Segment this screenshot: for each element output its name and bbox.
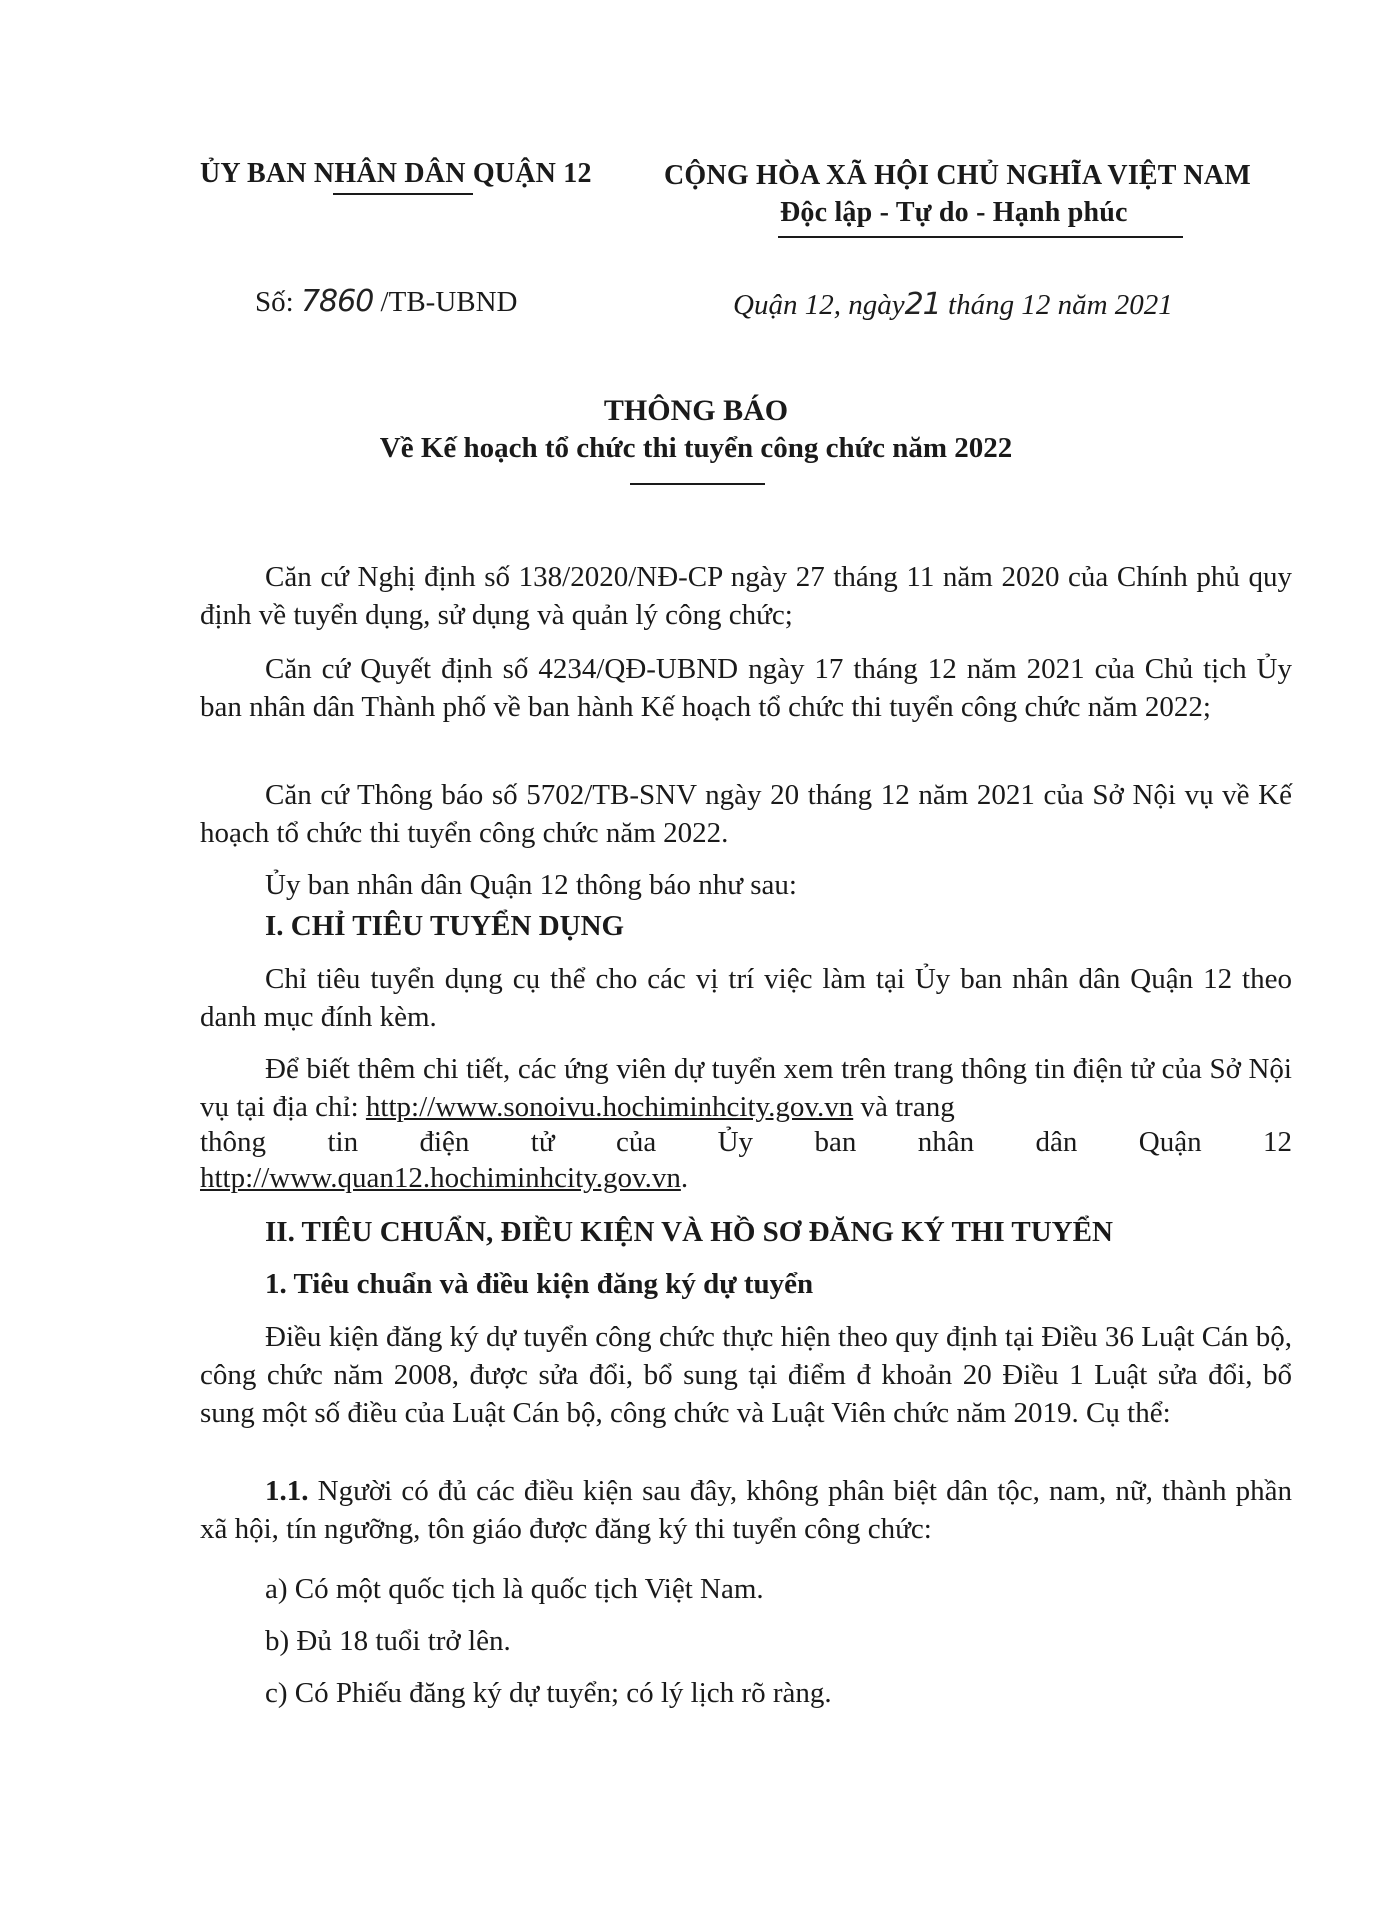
item-1-1-label: 1.1. (265, 1475, 309, 1507)
date-prefix: Quận 12, ngày (733, 289, 905, 321)
document-number-suffix: /TB-UBND (380, 286, 518, 318)
preamble-decree: Căn cứ Nghị định số 138/2020/NĐ-CP ngày 27 tháng 11 năm 2020 của Chính phủ quy định về tuyển dụng, sử dụng và quản lý công chức; (200, 561, 1292, 631)
preamble-announcement: Ủy ban nhân dân Quận 12 thông báo như sau: (265, 869, 797, 901)
preamble-decision: Căn cứ Quyết định số 4234/QĐ-UBND ngày 17 tháng 12 năm 2021 của Chủ tịch Ủy ban nhân dân Thành phố về ban hành Kế hoạch tổ chức thi tuyển công chức năm 2022; (200, 653, 1292, 723)
section-1-paragraph-2-continuation: và trang (853, 1091, 955, 1123)
preamble-notice: Căn cứ Thông báo số 5702/TB-SNV ngày 20 tháng 12 năm 2021 của Sở Nội vụ về Kế hoạch tổ chức thi tuyển công chức năm 2022. (200, 779, 1292, 849)
section-1-heading: I. CHỈ TIÊU TUYỂN DỤNG (265, 910, 625, 942)
quan12-link-line (200, 1162, 688, 1195)
quan12-link[interactable]: http://www.quan12.hochiminhcity.gov.vn (200, 1162, 681, 1194)
section-2-item-1-1 (200, 1472, 1292, 1548)
section-1-paragraph-2 (200, 1050, 1292, 1128)
spaced-word: tin (327, 1126, 359, 1158)
republic-name: CỘNG HÒA XÃ HỘI CHỦ NGHĨA VIỆT NAM (664, 160, 1251, 191)
document-number-prefix: Số: (255, 286, 294, 318)
issuer-underline (333, 193, 473, 195)
document-title: THÔNG BÁO (603, 394, 789, 427)
spaced-word: Quận (1138, 1126, 1202, 1158)
document-date (733, 287, 1173, 322)
link-line-end: . (680, 1162, 689, 1194)
spaced-word: của (615, 1126, 657, 1158)
handwritten-document-number: 7860 (300, 284, 374, 319)
spaced-word: ban (814, 1126, 857, 1158)
spaced-word: nhân (917, 1126, 975, 1158)
handwritten-day: 21 (904, 287, 941, 322)
list-item-b: b) Đủ 18 tuổi trở lên. (265, 1625, 511, 1657)
section-2-paragraph-1: Điều kiện đăng ký dự tuyển công chức thực hiện theo quy định tại Điều 36 Luật Cán bộ, công chức năm 2008, được sửa đổi, bổ sung tại điểm đ khoản 20 Điều 1 Luật sửa đổi, bổ sung một số điều của Luật Cán bộ, công chức và Luật Viên chức năm 2019. Cụ thể: (200, 1321, 1292, 1429)
spaced-word: điện (419, 1126, 470, 1158)
item-1-1-text: Người có đủ các điều kiện sau đây, không phân biệt dân tộc, nam, nữ, thành phần xã hội, tín ngưỡng, tôn giáo được đăng ký thi tuyển công chức: (200, 1475, 1292, 1545)
section-1-paragraph-2-text: Để biết thêm chi tiết, các ứng viên dự tuyển xem trên trang thông tin điện tử của Sở Nội vụ tại địa chỉ: (200, 1053, 1292, 1123)
motto-underline (778, 236, 1183, 238)
date-suffix: tháng 12 năm 2021 (940, 289, 1173, 321)
document-number (255, 284, 518, 319)
section-2-subheading: 1. Tiêu chuẩn và điều kiện đăng ký dự tuyển (265, 1268, 814, 1300)
spaced-word: thông (200, 1126, 267, 1158)
list-item-c: c) Có Phiếu đăng ký dự tuyển; có lý lịch rõ ràng. (265, 1677, 832, 1709)
spaced-word: tử (530, 1126, 555, 1158)
document-subtitle: Về Kế hoạch tổ chức thi tuyển công chức năm 2022 (379, 432, 1013, 464)
spaced-word: Ủy (717, 1126, 754, 1158)
motto: Độc lập - Tự do - Hạnh phúc (780, 197, 1128, 228)
section-1-paragraph-1: Chỉ tiêu tuyển dụng cụ thể cho các vị trí việc làm tại Ủy ban nhân dân Quận 12 theo danh mục đính kèm. (200, 963, 1292, 1033)
section-1-spaced-line (200, 1126, 1292, 1159)
section-2-heading: II. TIÊU CHUẨN, ĐIỀU KIỆN VÀ HỒ SƠ ĐĂNG KÝ THI TUYỂN (265, 1216, 1113, 1248)
spaced-word: 12 (1262, 1126, 1292, 1158)
sonoivu-link[interactable]: http://www.sonoivu.hochiminhcity.gov.vn (365, 1091, 854, 1123)
spaced-word: dân (1035, 1126, 1078, 1158)
list-item-a: a) Có một quốc tịch là quốc tịch Việt Nam. (265, 1573, 764, 1605)
title-underline (630, 483, 765, 485)
issuer-name: ỦY BAN NHÂN DÂN QUẬN 12 (200, 158, 592, 189)
